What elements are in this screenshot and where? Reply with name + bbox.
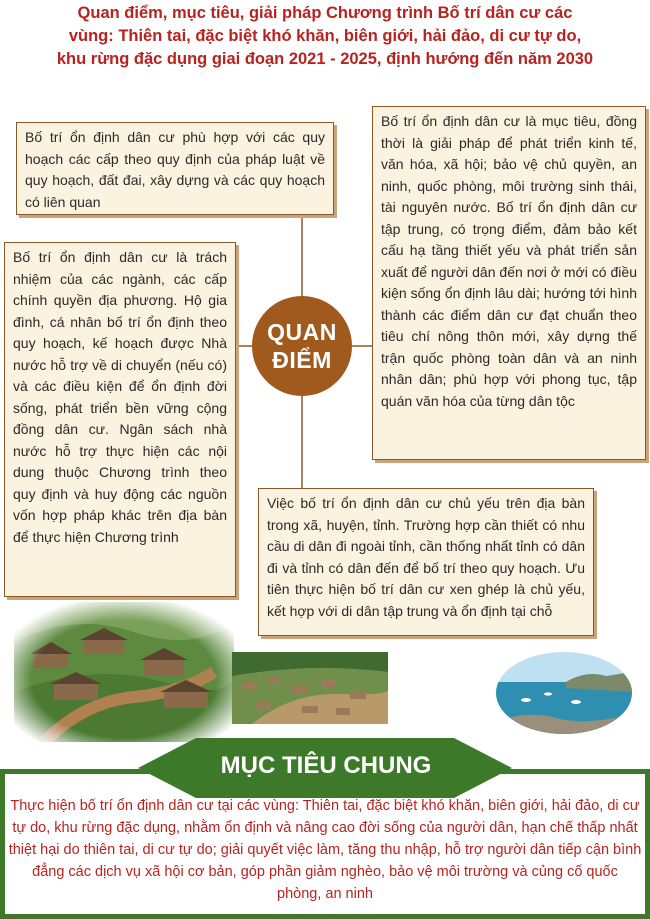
viewpoint-text-bottom: Việc bố trí ổn định dân cư chủ yếu trên địa bàn trong xã, huyện, tỉnh. Trường hợp cần thiết có nhu cầu di dân đi ngoài tỉnh, cần thống nhất tỉnh có dân đi và tỉnh có dân đến để bố trí theo quy hoạch. Ưu tiên thực hiện bố trí dân cư xen ghép là chủ yếu, kết hợp với di dân tập trung và ổn định tại chỗ [267,495,585,619]
title-line-1: Quan điểm, mục tiêu, giải pháp Chương trình Bố trí dân cư các [77,4,573,22]
viewpoint-text-right: Bố trí ổn định dân cư là mục tiêu, đồng thời là giải pháp để phát triển kinh tế, văn hóa, xã hội; bảo vệ chủ quyền, an ninh, quốc phòng, môi trường sinh thái, tài nguyên nước. Bố trí ổn định dân cư tập trung, có trọng điểm, đảm bảo kết cấu hạ tầng thiết yếu và phát triển sản xuất để người dân đến nơi ở mới có điều kiện sống ổn định lâu dài; hướng tới hình thành các điểm dân cư đạt chuẩn theo tiêu chí nông thôn mới, xây dựng thế trận quốc phòng toàn dân và an ninh nhân dân; phù hợp với phong tục, tập quán văn hóa của từng dân tộc [381,113,637,409]
viewpoint-box-right [372,106,646,460]
title-line-2: vùng: Thiên tai, đặc biệt khó khăn, biên giới, hải đảo, di cư tự do, [68,27,582,45]
viewpoint-box-top-left [16,122,334,215]
circle-label-line-1: QUAN [267,319,337,345]
mountain-village-photo [14,602,234,742]
viewpoint-text-top-left: Bố trí ổn định dân cư phù hợp với các quy hoạch các cấp theo quy định của pháp luật về quy hoạch, đất đai, xây dựng và các quy hoạch có liên quan [25,129,325,210]
general-objective-section [0,738,650,919]
aerial-village-photo [232,652,388,724]
viewpoint-box-left [4,242,236,597]
general-objective-heading: MỤC TIÊU CHUNG [220,752,432,779]
viewpoint-circle [252,296,352,396]
island-coast-photo [496,652,632,734]
circle-label-line-2: ĐIỂM [272,347,332,373]
viewpoint-text-left: Bố trí ổn định dân cư là trách nhiệm của các ngành, các cấp chính quyền địa phương. Hộ gia đình, cá nhân bố trí ổn định theo quy hoạch, kế hoạch được Nhà nước hỗ trợ về di chuyển (nếu có) và các điều kiện để ổn định đời sống, phát triển bền vững cộng đồng dân cư. Ngân sách nhà nước hỗ trợ thực hiện các nội dung thuộc Chương trình theo quy định và huy động các nguồn vốn hợp pháp khác trên địa bàn để thực hiện Chương trình [13,249,227,545]
title-line-3: khu rừng đặc dụng giai đoạn 2021 - 2025, định hướng đến năm 2030 [56,50,594,68]
viewpoint-box-bottom [258,488,594,636]
general-objective-text: Thực hiện bố trí ổn định dân cư tại các vùng: Thiên tai, đặc biệt khó khăn, biên giới, hải đảo, di cư tự do, khu rừng đặc dụng, nhằm ổn định và nâng cao đời sống của người dân, hạn chế thấp nhất thiệt hại do thiên tai, di cư tự do; giải quyết việc làm, tăng thu nhập, hỗ trợ người dân tiếp cận bình đẳng các dịch vụ xã hội cơ bản, góp phần giảm nghèo, bảo vệ môi trường và củng cố quốc phòng, an ninh [8,798,642,902]
